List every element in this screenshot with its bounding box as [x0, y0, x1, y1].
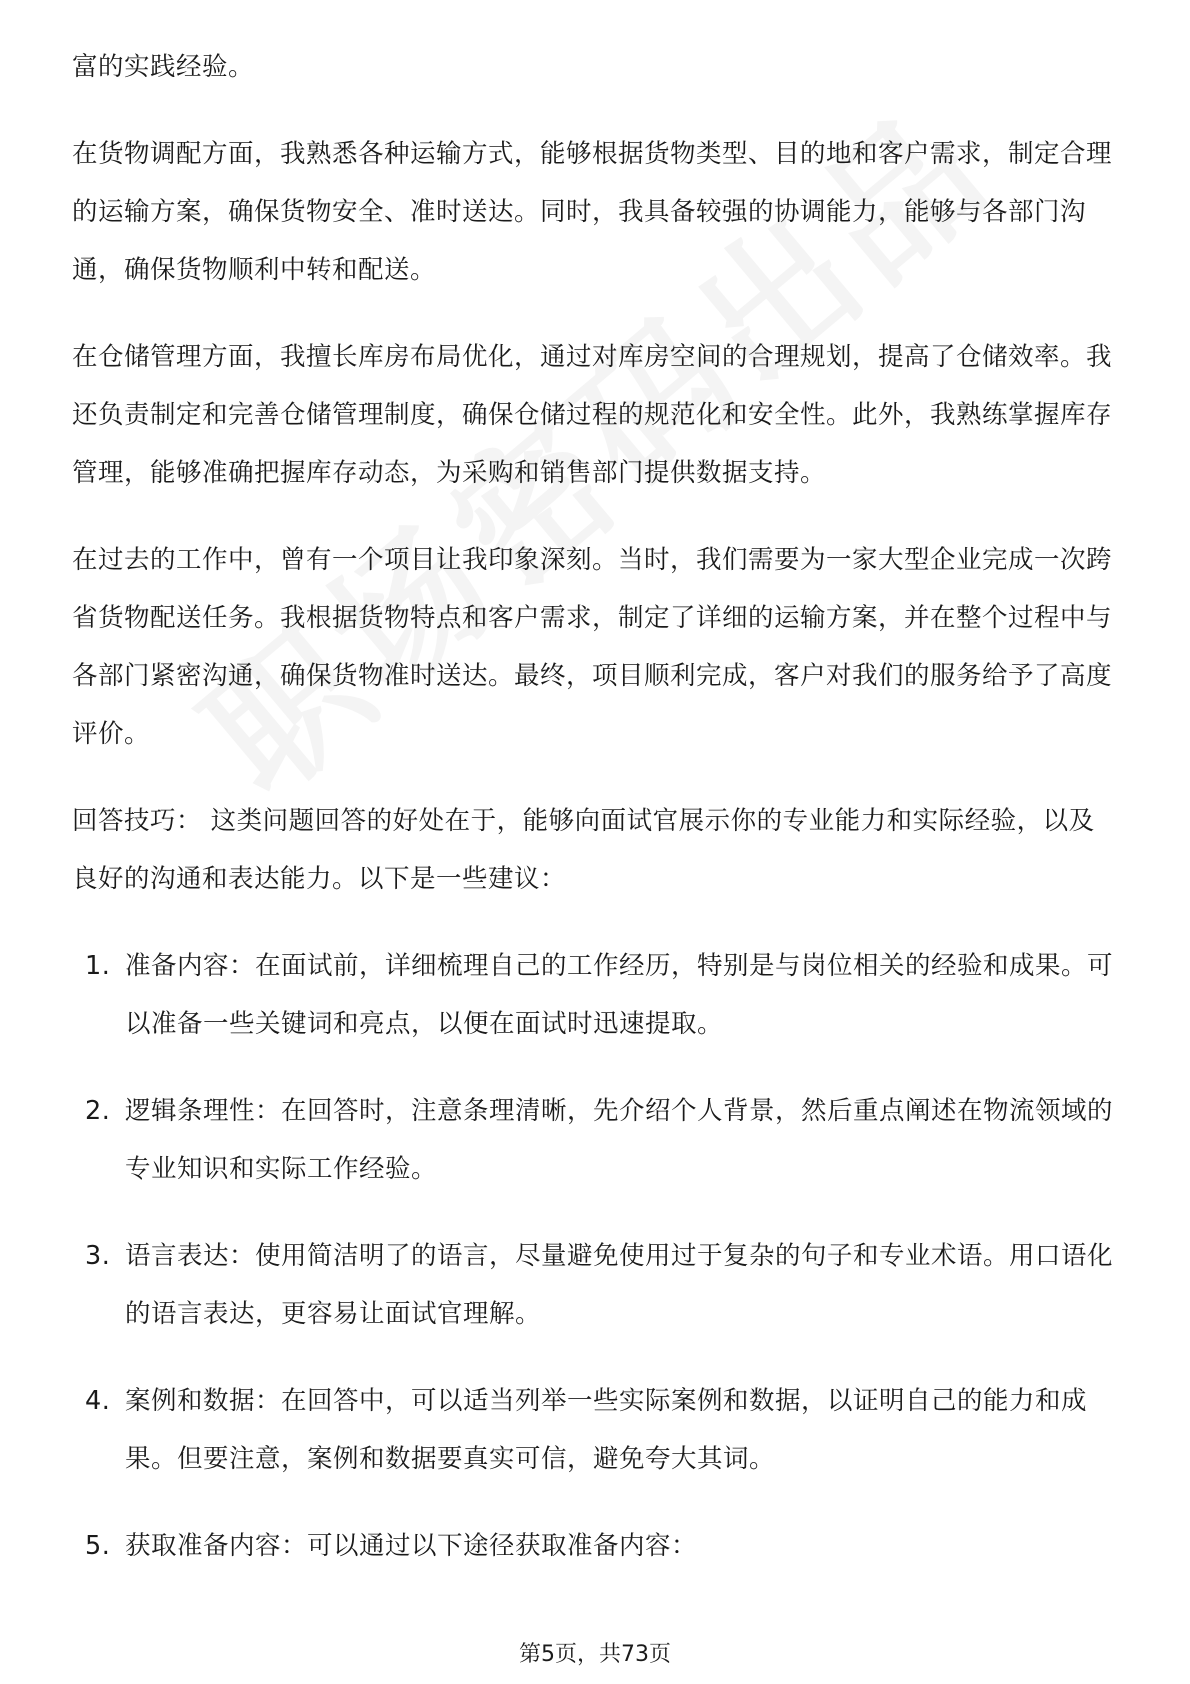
paragraph-warehouse-management: 在仓储管理方面，我擅长库房布局优化，通过对库房空间的合理规划，提高了仓储效率。我还负责制定和完善仓储管理制度，确保仓储过程的规范化和安全性。此外，我熟练掌握库存管理，能够准确把握库存动态，为采购和销售部门提供数据支持。 — [72, 342, 1113, 488]
list-item — [72, 1372, 1118, 1488]
list-item-number: 4. — [85, 1386, 111, 1416]
list-item-text: 准备内容：在面试前，详细梳理自己的工作经历，特别是与岗位相关的经验和成果。可以准备一些关键词和亮点，以便在面试时迅速提取。 — [125, 951, 1114, 1039]
paragraph-cargo-allocation: 在货物调配方面，我熟悉各种运输方式，能够根据货物类型、目的地和客户需求，制定合理的运输方案，确保货物安全、准时送达。同时，我具备较强的协调能力，能够与各部门沟通，确保货物顺利中转和配送。 — [72, 139, 1113, 285]
list-item-text: 逻辑条理性：在回答时，注意条理清晰，先介绍个人背景，然后重点阐述在物流领域的专业知识和实际工作经验。 — [125, 1096, 1114, 1184]
page-number: 第5页，共73页 — [519, 1642, 671, 1667]
list-item — [72, 937, 1118, 1053]
list-item — [72, 1517, 1118, 1575]
list-item — [72, 1227, 1118, 1343]
paragraph-continuation: 富的实践经验。 — [72, 52, 255, 82]
tips-list — [72, 937, 1118, 1575]
list-item-text: 案例和数据：在回答中，可以适当列举一些实际案例和数据，以证明自己的能力和成果。但要注意，案例和数据要真实可信，避免夸大其词。 — [125, 1386, 1088, 1474]
list-item-number: 5. — [85, 1531, 111, 1561]
paragraph-project-example: 在过去的工作中，曾有一个项目让我印象深刻。当时，我们需要为一家大型企业完成一次跨省货物配送任务。我根据货物特点和客户需求，制定了详细的运输方案，并在整个过程中与各部门紧密沟通，确保货物准时送达。最终，项目顺利完成，客户对我们的服务给予了高度评价。 — [72, 545, 1113, 749]
paragraph-answer-tips: 回答技巧： 这类问题回答的好处在于，能够向面试官展示你的专业能力和实际经验，以及良好的沟通和表达能力。以下是一些建议： — [72, 806, 1095, 894]
list-item-text: 获取准备内容：可以通过以下途径获取准备内容： — [125, 1531, 698, 1561]
list-item-number: 3. — [85, 1241, 111, 1271]
document-body — [72, 38, 1118, 1604]
list-item-number: 2. — [85, 1096, 111, 1126]
list-item-text: 语言表达：使用简洁明了的语言，尽量避免使用过于复杂的句子和专业术语。用口语化的语言表达，更容易让面试官理解。 — [125, 1241, 1114, 1329]
list-item-number: 1. — [85, 951, 111, 981]
list-item — [72, 1082, 1118, 1198]
